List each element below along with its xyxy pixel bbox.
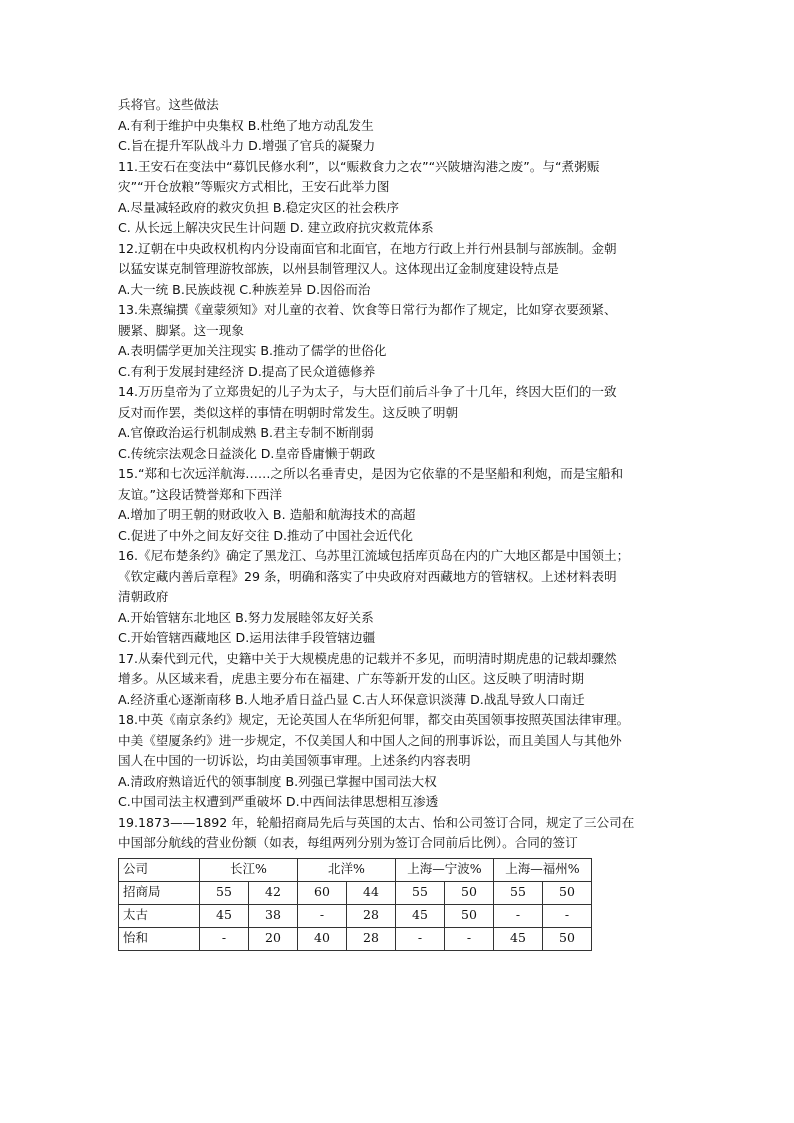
table-cell: 42: [249, 881, 298, 904]
text-line: A.经济重心逐渐南移 B.人地矛盾日益凸显 C.古人环保意识淡薄 D.战乱导致人口南迁: [118, 691, 585, 707]
table-cell: -: [494, 904, 543, 927]
table-cell: 45: [200, 904, 249, 927]
text-line: C.旨在提升军队战斗力 D.增强了官兵的凝聚力: [118, 138, 376, 153]
text-line: C.中国司法主权遭到严重破坏 D.中西间法律思想相互渗透: [118, 794, 439, 809]
table-row: [119, 927, 592, 950]
shipping-share-table: [118, 858, 592, 951]
table-cell: 38: [249, 904, 298, 927]
text-line: 18.中英《南京条约》规定，无论英国人在华所犯何罪，都交由英国领事按照英国法律审理。: [118, 712, 630, 727]
text-line: A.尽量减轻政府的救灾负担 B.稳定灾区的社会秩序: [118, 199, 399, 215]
table-header-cell: 上海—福州%: [494, 858, 592, 881]
text-line: A.开始管辖东北地区 B.努力发展睦邻友好关系: [118, 609, 374, 625]
table-header-cell: 上海—宁波%: [396, 858, 494, 881]
table-cell: 20: [249, 927, 298, 950]
table-cell: 28: [347, 904, 396, 927]
table-cell: 太古: [119, 904, 200, 927]
text-line: 友谊。”这段话赞誉郑和下西洋: [118, 486, 282, 502]
question-text: [118, 95, 678, 854]
text-line: A.官僚政治运行机制成熟 B.君主专制不断削弱: [118, 425, 374, 440]
table-cell: 50: [445, 904, 494, 927]
table-cell: 55: [396, 881, 445, 904]
text-line: 11.王安石在变法中“募饥民修水利”，以“赈救食力之农”“兴陂塘沟港之废”。与“煮粥赈: [118, 158, 600, 174]
table-cell: 44: [347, 881, 396, 904]
table-cell: -: [445, 927, 494, 950]
exam-page: [118, 95, 678, 951]
text-line: C. 从长远上解决灾民生计问题 D. 建立政府抗灾救荒体系: [118, 220, 434, 235]
table-cell: 50: [543, 881, 592, 904]
table-cell: 45: [494, 927, 543, 950]
table-cell: 55: [494, 881, 543, 904]
text-line: A.有利于维护中央集权 B.杜绝了地方动乱发生: [118, 117, 374, 133]
table-cell: -: [200, 927, 249, 950]
table-cell: 55: [200, 881, 249, 904]
text-line: 增多。从区域来看，虎患主要分布在福建、广东等新开发的山区。这反映了明清时期: [118, 671, 584, 686]
table-cell: -: [543, 904, 592, 927]
text-line: C.促进了中外之间友好交往 D.推动了中国社会近代化: [118, 527, 413, 543]
text-line: 14.万历皇帝为了立郑贵妃的儿子为太子，与大臣们前后斗争了十几年，终因大臣们的一致: [118, 384, 617, 399]
table-cell: 招商局: [119, 881, 200, 904]
text-line: 中国部分航线的营业份额（如表，每组两列分别为签订合同前后比例）。合同的签订: [118, 835, 578, 850]
table-cell: 45: [396, 904, 445, 927]
text-line: C.有利于发展封建经济 D.提高了民众道德修养: [118, 363, 376, 379]
text-line: 以猛安谋克制管理游牧部族，以州县制管理汉人。这体现出辽金制度建设特点是: [118, 261, 559, 276]
table-header-cell: 北洋%: [298, 858, 396, 881]
text-line: 16.《尼布楚条约》确定了黑龙江、乌苏里江流域包括库页岛在内的广大地区都是中国领土；: [118, 548, 630, 563]
text-line: 15.“郑和七次远洋航海……之所以名垂青史，是因为它依靠的不是坚船和利炮，而是宝船和: [118, 466, 624, 481]
table-header-row: [119, 858, 592, 881]
table-row: [119, 904, 592, 927]
text-line: A.大一统 B.民族歧视 C.种族差异 D.因俗而治: [118, 281, 371, 297]
text-line: 中美《望厦条约》进一步规定，不仅美国人和中国人之间的刑事诉讼，而且美国人与其他外: [118, 732, 622, 748]
table-header-cell: 公司: [119, 858, 200, 881]
table-cell: 60: [298, 881, 347, 904]
table-cell: 怡和: [119, 927, 200, 950]
text-line: 《钦定藏内善后章程》29 条，明确和落实了中央政府对西藏地方的管辖权。上述材料表明: [118, 568, 617, 584]
table-cell: 40: [298, 927, 347, 950]
text-line: 反对而作罢，类似这样的事情在明朝时常发生。这反映了明朝: [118, 404, 459, 420]
text-line: A.清政府熟谙近代的领事制度 B.列强已掌握中国司法大权: [118, 773, 437, 789]
table-cell: -: [298, 904, 347, 927]
text-line: 12.辽朝在中央政权机构内分设南面官和北面官，在地方行政上并行州县制与部族制。金朝: [118, 240, 617, 256]
text-line: A.表明儒学更加关注现实 B.推动了儒学的世俗化: [118, 343, 387, 358]
text-line: 13.朱熹编撰《童蒙须知》对儿童的衣着、饮食等日常行为都作了规定，比如穿衣要颈紧、: [118, 302, 617, 317]
text-line: C.传统宗法观念日益淡化 D.皇帝昏庸懒于朝政: [118, 445, 376, 461]
text-line: A.增加了明王朝的财政收入 B. 造船和航海技术的高超: [118, 507, 416, 522]
text-line: 17.从秦代到元代，史籍中关于大规模虎患的记载并不多见，而明清时期虎患的记载却骤然: [118, 650, 617, 666]
text-line: 腰紧、脚紧。这一现象: [118, 322, 244, 338]
text-line: 兵将官。这些做法: [118, 97, 219, 112]
table-row: [119, 881, 592, 904]
text-line: 19.1873——1892 年，轮船招商局先后与英国的太古、怡和公司签订合同，规定了三公司在: [118, 814, 635, 830]
text-line: 清朝政府: [118, 589, 169, 604]
text-line: C.开始管辖西藏地区 D.运用法律手段管辖边疆: [118, 630, 376, 645]
text-line: 国人在中国的一切诉讼，均由美国领事审理。上述条约内容表明: [118, 753, 471, 768]
table-cell: 50: [543, 927, 592, 950]
table-header-cell: 长江%: [200, 858, 298, 881]
text-line: 灾”“开仓放粮”等赈灾方式相比，王安石此举力图: [118, 179, 390, 194]
table-cell: 28: [347, 927, 396, 950]
table-cell: 50: [445, 881, 494, 904]
table-cell: -: [396, 927, 445, 950]
